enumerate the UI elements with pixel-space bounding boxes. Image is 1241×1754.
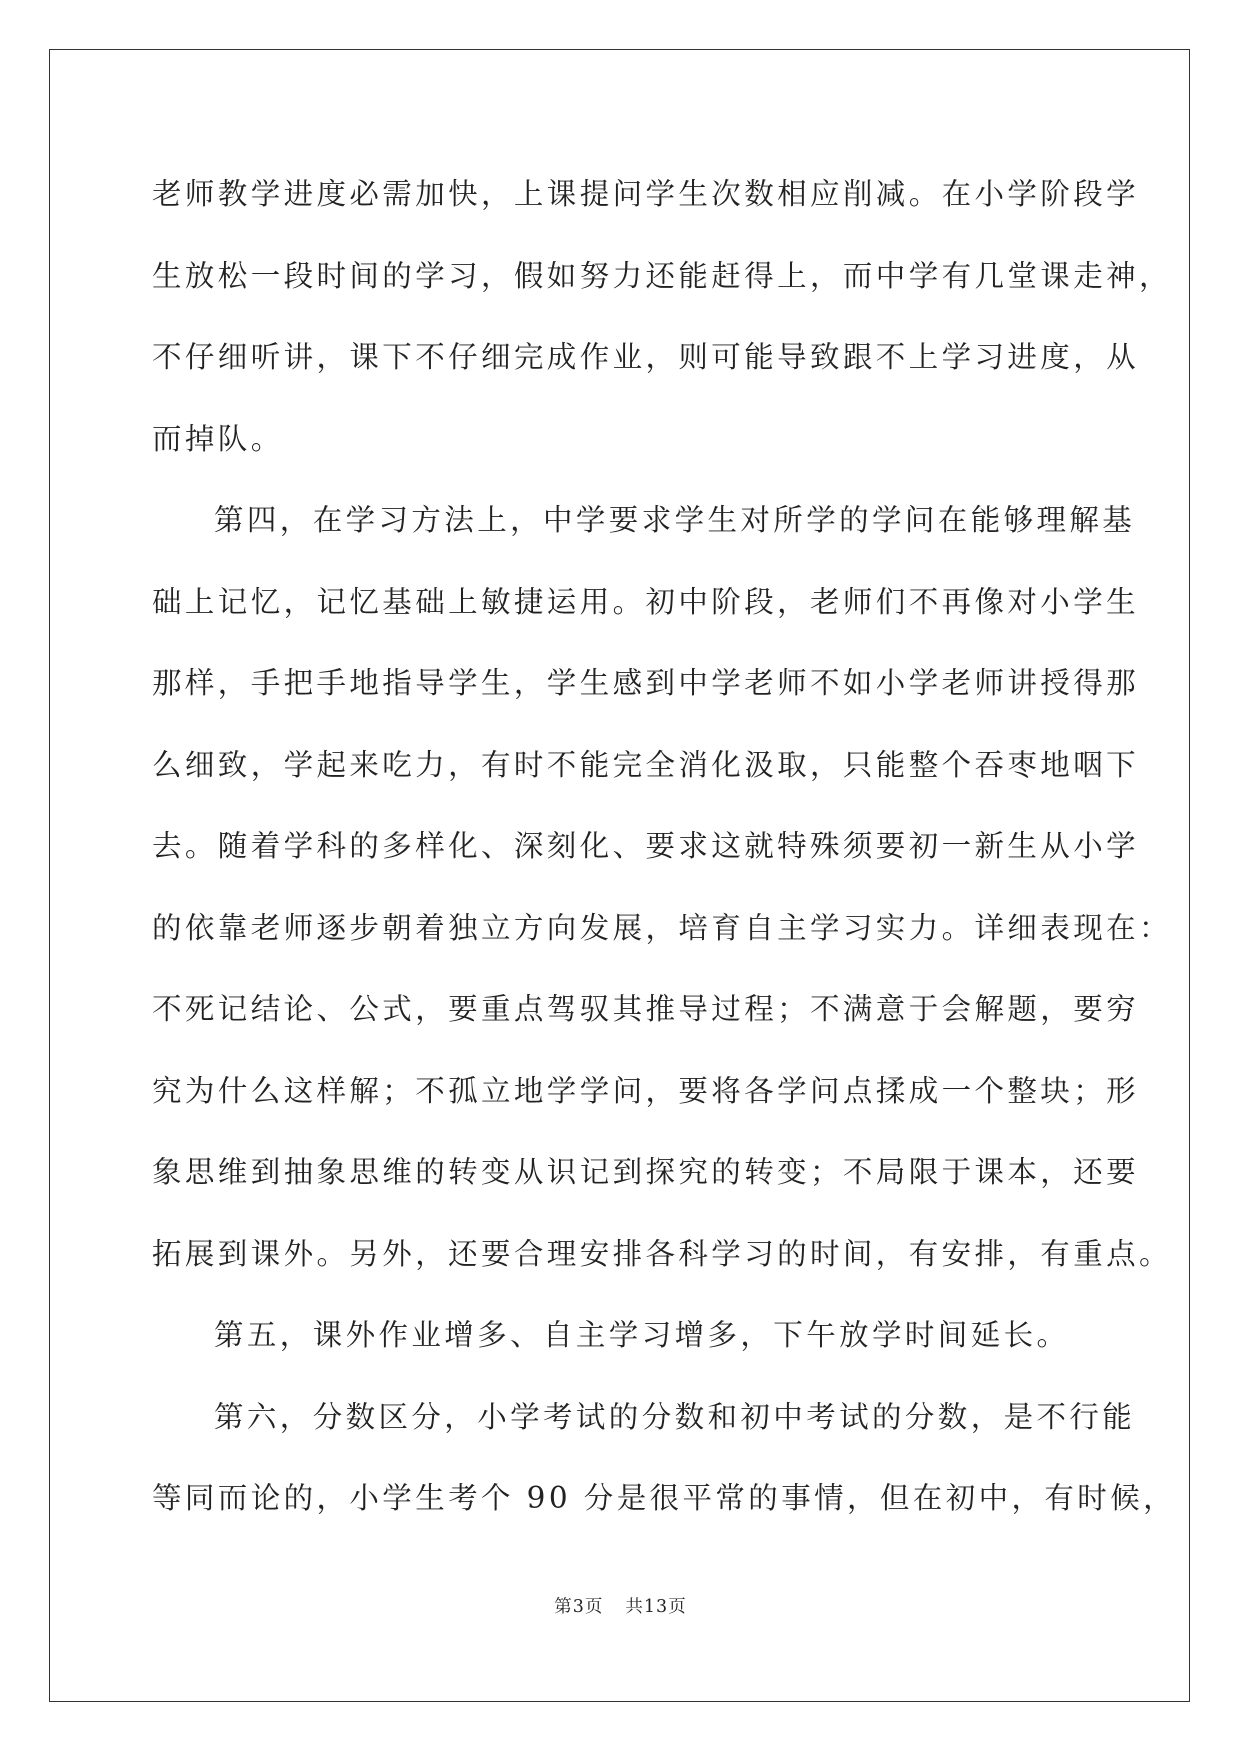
- page-number: 第3页: [554, 1597, 604, 1617]
- text-line: 老师教学进度必需加快，上课提问学生次数相应削减。在小学阶段学: [152, 177, 1140, 211]
- paragraph-first-line: 第五，课外作业增多、自主学习增多，下午放学时间延长。: [214, 1318, 1070, 1352]
- text-line: 拓展到课外。另外，还要合理安排各科学习的时间，有安排，有重点。: [152, 1236, 1172, 1271]
- page-footer: [0, 1593, 1241, 1618]
- text-line: 的依靠老师逐步朝着独立方向发展，培育自主学习实力。详细表现在：: [152, 910, 1172, 945]
- text-line: 去。随着学科的多样化、深刻化、要求这就特殊须要初一新生从小学: [152, 829, 1140, 863]
- text-line: 而掉队。: [152, 421, 284, 456]
- text-line: 不死记结论、公式，要重点驾驭其推导过程；不满意于会解题，要穷: [152, 992, 1140, 1026]
- paragraph-first-line: 第四，在学习方法上，中学要求学生对所学的学问在能够理解基: [214, 503, 1136, 537]
- text-line: 等同而论的，小学生考个 90 分是很平常的事情，但在初中，有时候，: [152, 1481, 1176, 1515]
- document-body: [152, 161, 1176, 1547]
- paragraph-first-line: 第六，分数区分，小学考试的分数和初中考试的分数，是不行能: [214, 1399, 1136, 1434]
- text-line: 不仔细听讲，课下不仔细完成作业，则可能导致跟不上学习进度，从: [152, 340, 1140, 374]
- text-line: 象思维到抽象思维的转变从识记到探究的转变；不局限于课本，还要: [152, 1155, 1140, 1189]
- text-line: 么细致，学起来吃力，有时不能完全消化汲取，只能整个吞枣地咽下: [152, 747, 1140, 782]
- page-total: 共13页: [625, 1597, 687, 1617]
- text-line: 生放松一段时间的学习，假如努力还能赶得上，而中学有几堂课走神，: [152, 258, 1172, 293]
- text-line: 础上记忆，记忆基础上敏捷运用。初中阶段，老师们不再像对小学生: [152, 584, 1140, 619]
- text-line: 那样，手把手地指导学生，学生感到中学老师不如小学老师讲授得那: [152, 666, 1140, 700]
- text-line: 究为什么这样解；不孤立地学学问，要将各学问点揉成一个整块；形: [152, 1073, 1140, 1108]
